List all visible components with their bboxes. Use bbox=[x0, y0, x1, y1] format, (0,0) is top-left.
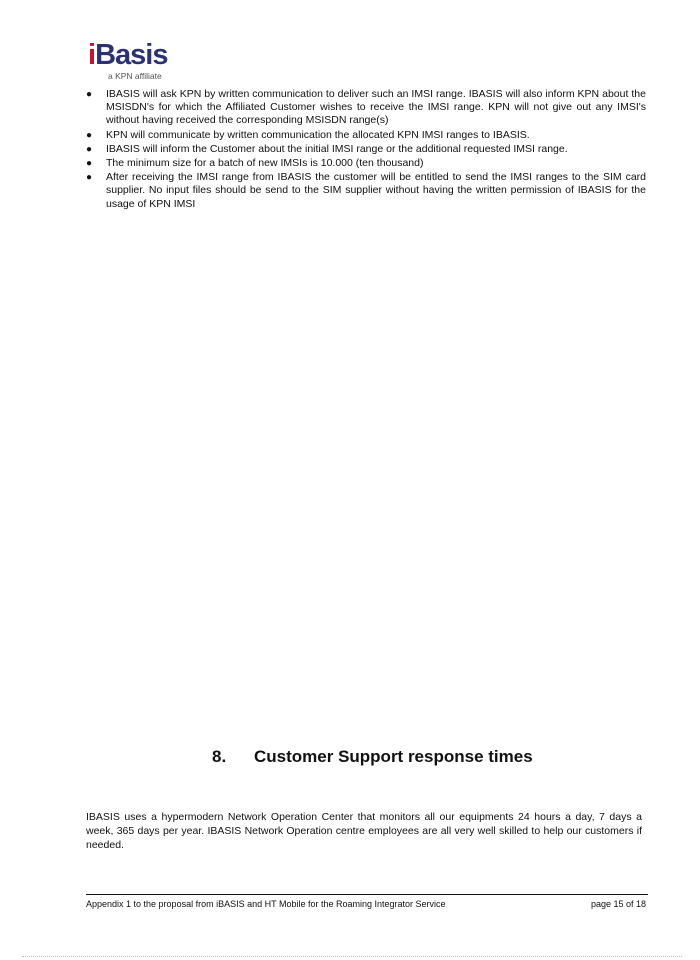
bullet-icon: ● bbox=[86, 158, 93, 170]
ibasis-logo bbox=[88, 40, 188, 84]
list-item: ● After receiving the IMSI range from IBASIS the customer will be entitled to send the IMSI ranges to the SIM card supplier. No input files should be send to the SIM supplier without having the written permission of IBASIS for the usage of KPN IMSI bbox=[86, 171, 646, 210]
section-heading bbox=[212, 746, 533, 768]
body-paragraph: IBASIS uses a hypermodern Network Operation Center that monitors all our equipments 24 hours a day, 7 days a week, 365 days per year. IBASIS Network Operation centre employees are all very well skilled to help our customers if needed. bbox=[86, 811, 642, 851]
list-item: ● The minimum size for a batch of new IMSIs is 10.000 (ten thousand) bbox=[86, 157, 424, 170]
section-title: Customer Support response times bbox=[254, 747, 533, 766]
footer-text: Appendix 1 to the proposal from iBASIS and HT Mobile for the Roaming Integrator Service bbox=[86, 899, 446, 909]
list-item: ● KPN will communicate by written communication the allocated KPN IMSI ranges to IBASIS. bbox=[86, 128, 530, 141]
logo-tagline: a KPN affiliate bbox=[108, 71, 162, 81]
list-item: ● IBASIS will inform the Customer about the initial IMSI range or the additional requested IMSI range. bbox=[86, 142, 568, 155]
bullet-icon: ● bbox=[86, 172, 93, 184]
footer-divider bbox=[86, 894, 648, 895]
page-edge-divider bbox=[22, 956, 682, 957]
bullet-icon: ● bbox=[86, 89, 93, 100]
logo-wordmark: iBasis bbox=[88, 39, 168, 71]
imsi-procedure-list bbox=[86, 88, 646, 212]
page-number: page 15 of 18 bbox=[590, 899, 646, 909]
bullet-icon: ● bbox=[86, 129, 93, 141]
bullet-icon: ● bbox=[86, 143, 93, 155]
list-item: ● IBASIS will ask KPN by written communication to deliver such an IMSI range. IBASIS will also inform KPN about the MSISDN's for which the Affiliated Customer wishes to receive the IMSI range. KPN will not give out any IMSI's without having received the corresponding MSISDN range(s) bbox=[86, 88, 646, 127]
section-number: 8. bbox=[212, 747, 227, 766]
